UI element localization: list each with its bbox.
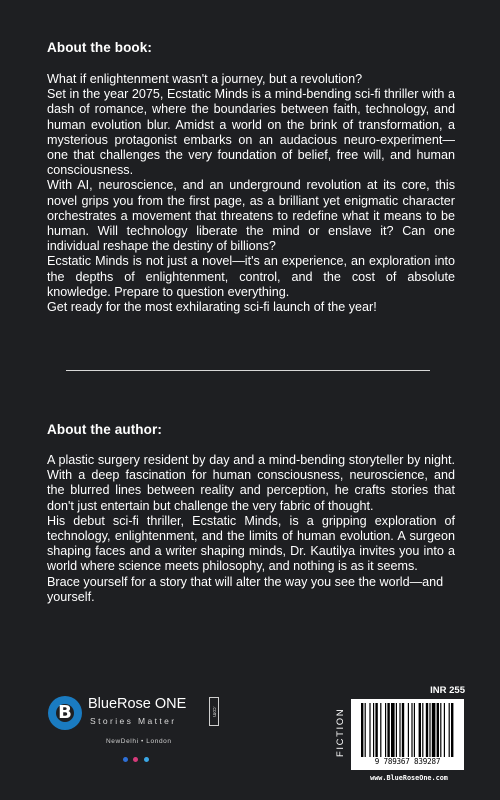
- barcode-bars: [351, 699, 464, 759]
- barcode-bar: [449, 703, 450, 757]
- barcode-bar: [429, 703, 430, 757]
- about-author-heading: About the author:: [47, 422, 162, 437]
- barcode-bar: [437, 703, 439, 757]
- barcode-bar: [380, 703, 381, 757]
- barcode-bar: [391, 703, 395, 757]
- instagram-icon: [133, 757, 138, 762]
- section-divider: [66, 370, 430, 371]
- barcode-bar: [399, 703, 400, 757]
- isbn-number: 9 789367 839287: [374, 757, 441, 766]
- bluerose-logo-icon: [48, 696, 82, 730]
- barcode-bar: [440, 703, 441, 757]
- barcode-bar: [444, 703, 445, 757]
- book-para-1: What if enlightenment wasn't a journey, but a revolution?: [47, 72, 363, 86]
- about-author-text: [47, 453, 455, 605]
- barcode-bar: [414, 703, 415, 757]
- publisher-name: BlueRose ONE: [88, 696, 187, 712]
- publisher-website: www.BlueRoseOne.com: [370, 774, 448, 782]
- publisher-cities: NewDelhi • London: [106, 738, 172, 745]
- barcode-bar: [408, 703, 409, 757]
- book-para-3: With AI, neuroscience, and an underground revolution at its core, this novel grips you from the first page, as a brilliant yet enigmatic character orchestrates a movement that threatens to redefine what it means to be human. Will technology liberate the mind or enslave it? Can one individual reshape the destiny of billions?: [47, 178, 455, 254]
- barcode-bar: [402, 703, 404, 757]
- isbn-barcode: [351, 699, 464, 770]
- barcode-bar: [419, 703, 421, 757]
- publisher-tagline: Stories Matter: [90, 716, 177, 726]
- book-para-5: Get ready for the most exhilarating sci-fi launch of the year!: [47, 300, 377, 315]
- barcode-bar: [385, 703, 386, 757]
- barcode-bar: [396, 703, 397, 757]
- barcode-bar: [365, 703, 366, 757]
- genre-label: FICTION: [335, 707, 346, 757]
- price-label: INR 255: [430, 685, 465, 696]
- book-para-2: Set in the year 2075, Ecstatic Minds is a mind-bending sci-fi thriller with a dash of romance, where the boundaries between faith, technology, and human evolution blur. Amidst a world on the brink of transformation, a mysterious protagonist embarks on an audacious neuro-experiment—one that challenges the very foundation of belief, free will, and human consciousness.: [47, 87, 455, 178]
- publisher-logo: [48, 688, 223, 766]
- author-para-1: A plastic surgery resident by day and a mind-bending storyteller by night. With a deep fascination for human consciousness, neuroscience, and the blurred lines between reality and perception, he crafts stories that don't just entertain but challenge the very fabric of thought.: [47, 453, 455, 513]
- barcode-bar: [387, 703, 389, 757]
- barcode-bar: [411, 703, 412, 757]
- about-book-heading: About the book:: [47, 40, 152, 55]
- barcode-bar: [432, 703, 436, 757]
- barcode-bar: [373, 703, 374, 757]
- author-para-2: His debut sci-fi thriller, Ecstatic Minds, is a gripping exploration of technology, enlightenment, and the limits of human evolution. A surgeon shaping faces and a writer shaping minds, Dr. Kautilya invites you into a world where science meets philosophy, and nothing is as it seems.: [47, 513, 455, 574]
- barcode-bar: [451, 703, 453, 757]
- logo-letter: B: [58, 702, 72, 723]
- publisher-badge: .com: [209, 697, 219, 726]
- author-para-3: Brace yourself for a story that will alter the way you see the world—and yourself.: [47, 574, 444, 604]
- about-book-text: [47, 72, 455, 315]
- barcode-bar: [422, 703, 423, 757]
- barcode-bar: [426, 703, 428, 757]
- social-icons: [123, 749, 150, 756]
- barcode-area: [335, 685, 465, 785]
- barcode-bar: [375, 703, 377, 757]
- facebook-icon: [123, 757, 128, 762]
- barcode-bar: [361, 703, 363, 757]
- barcode-bar: [369, 703, 370, 757]
- twitter-icon: [144, 757, 149, 762]
- book-para-4: Ecstatic Minds is not just a novel—it's an experience, an exploration into the depths of enlightenment, control, and the cost of absolute knowledge. Prepare to question everything.: [47, 254, 455, 299]
